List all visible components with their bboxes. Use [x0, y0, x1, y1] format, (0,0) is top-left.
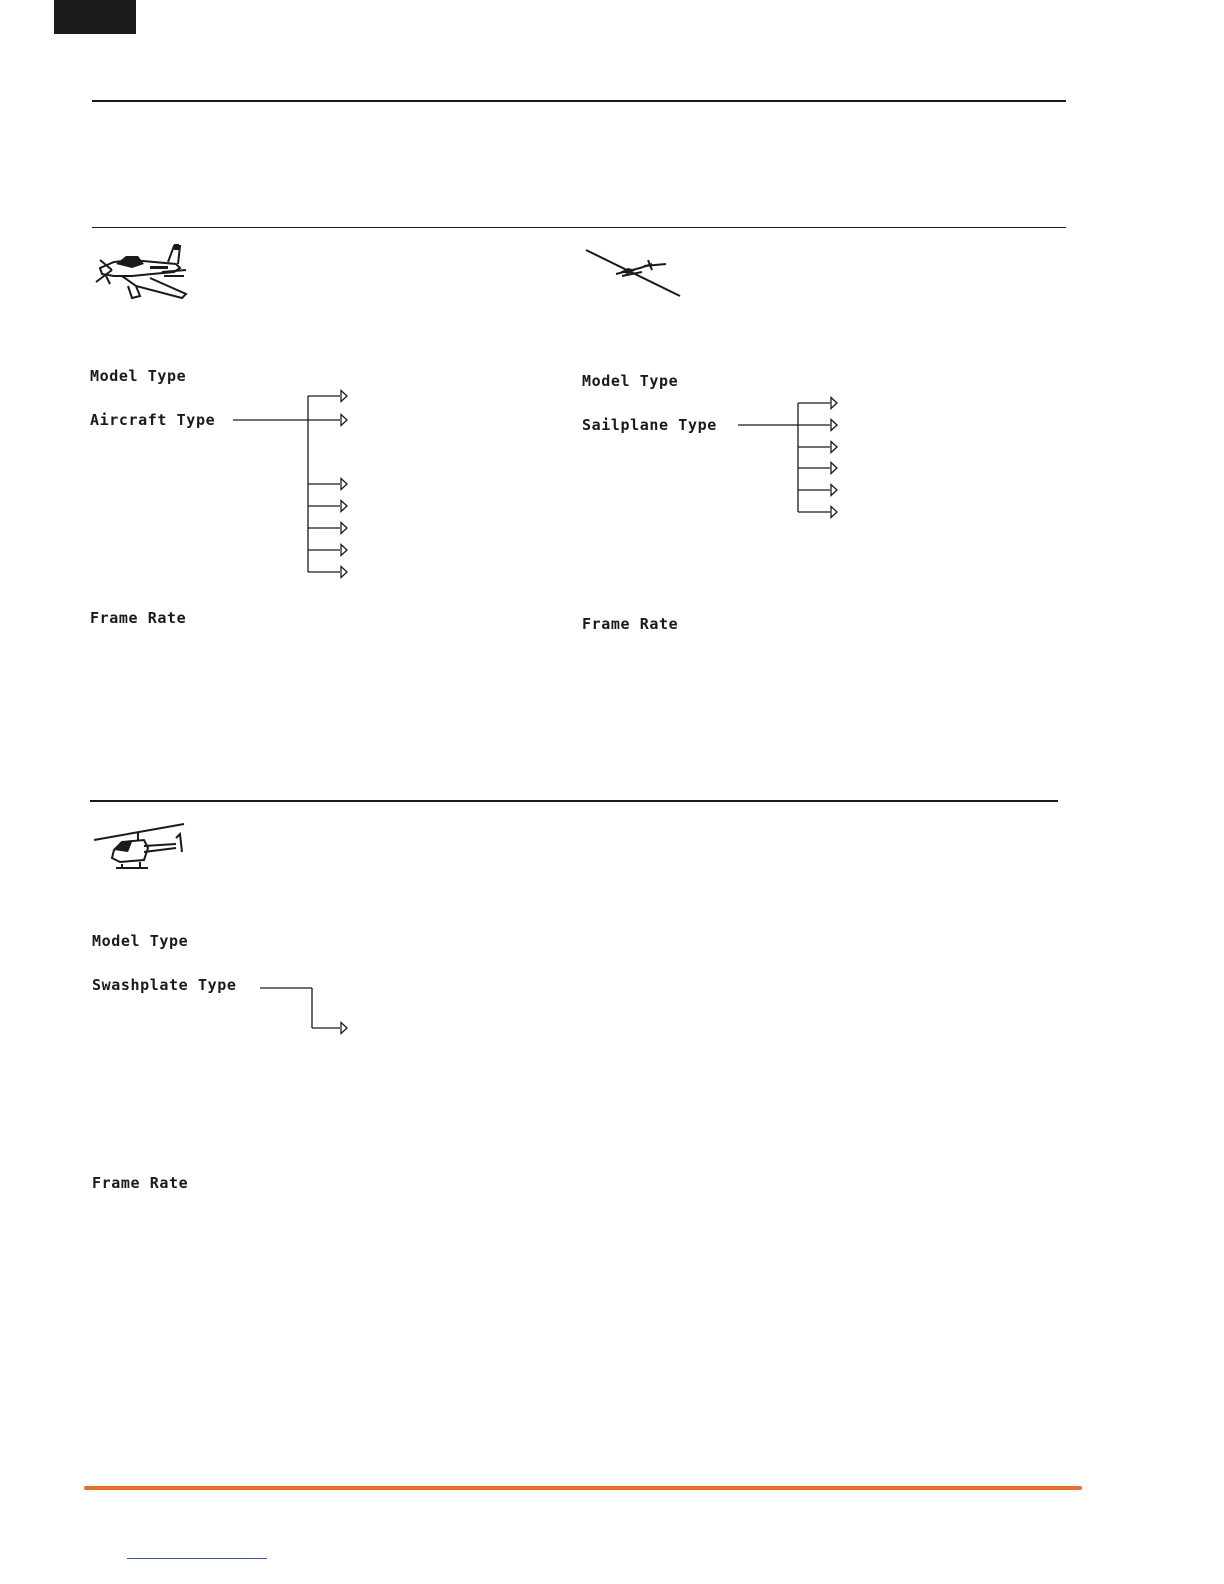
- airplane-icon: [92, 242, 188, 304]
- option-arrow-icon: [341, 479, 347, 490]
- sailplane-frame-rate-label: Frame Rate: [582, 615, 679, 633]
- airplane-model-type-label: Model Type: [90, 367, 187, 385]
- helicopter-icon: [92, 820, 188, 874]
- sailplane-type-options-tree: [736, 396, 856, 524]
- option-arrow-icon: [341, 567, 347, 578]
- aircraft-type-options-tree: [230, 388, 360, 584]
- airplane-frame-rate-label: Frame Rate: [90, 609, 187, 627]
- swashplate-type-label: Swashplate Type: [92, 976, 237, 994]
- option-arrow-icon: [341, 523, 347, 534]
- option-arrow-icon: [341, 415, 347, 426]
- option-arrow-icon: [341, 545, 347, 556]
- option-arrow-icon: [831, 442, 837, 453]
- option-arrow-icon: [831, 420, 837, 431]
- swashplate-type-options-tree: [258, 980, 358, 1040]
- option-arrow-icon: [831, 485, 837, 496]
- option-arrow-icon: [831, 463, 837, 474]
- sailplane-type-label: Sailplane Type: [582, 416, 717, 434]
- aircraft-type-label: Aircraft Type: [90, 411, 216, 429]
- helicopter-section-rule: [90, 800, 1058, 802]
- page-tab: [54, 0, 136, 34]
- section-rule: [92, 227, 1066, 228]
- top-rule: [92, 100, 1066, 102]
- option-arrow-icon: [831, 398, 837, 409]
- option-arrow-icon: [341, 1023, 347, 1034]
- footer-link-underline[interactable]: [127, 1558, 267, 1559]
- helicopter-frame-rate-label: Frame Rate: [92, 1174, 189, 1192]
- option-arrow-icon: [831, 507, 837, 518]
- option-arrow-icon: [341, 391, 347, 402]
- sailplane-icon: [582, 244, 684, 300]
- footer-accent-rule: [84, 1486, 1082, 1490]
- sailplane-model-type-label: Model Type: [582, 372, 679, 390]
- helicopter-model-type-label: Model Type: [92, 932, 189, 950]
- option-arrow-icon: [341, 501, 347, 512]
